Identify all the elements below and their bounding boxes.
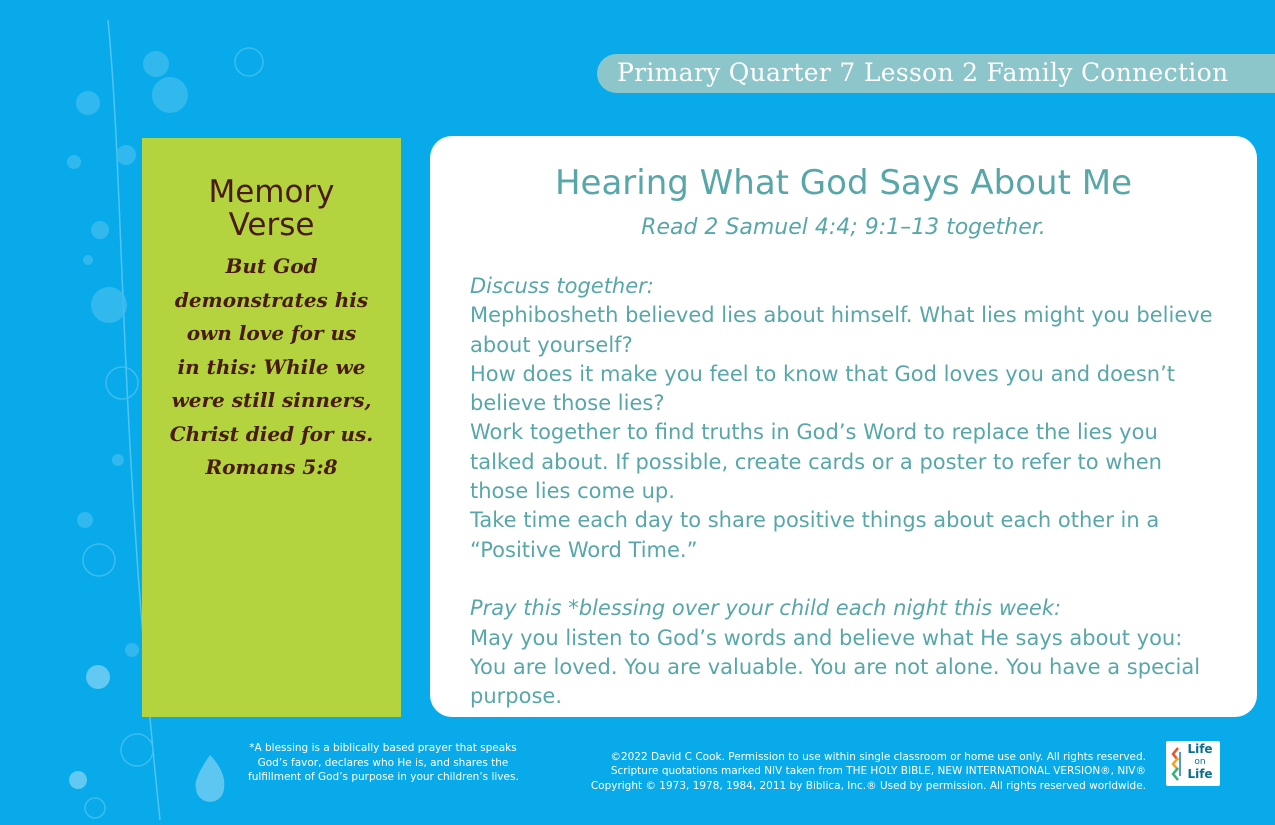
discuss-line: Mephibosheth believed lies about himself. What lies might you believe — [470, 303, 1213, 328]
footnote-line: *A blessing is a biblically based prayer that speaks — [249, 742, 517, 754]
footnote-line: fulfillment of God’s purpose in your children’s lives. — [248, 771, 519, 783]
lesson-body — [470, 272, 1230, 711]
discuss-line: about yourself? — [470, 332, 633, 357]
lesson-title: Hearing What God Says About Me — [554, 163, 1132, 203]
copyright-line: Copyright © 1973, 1978, 1984, 2011 by Biblica, Inc.® Used by permission. All rights reserved worldwide. — [590, 779, 1146, 792]
logo-word: Life — [1187, 767, 1213, 781]
discuss-line: Take time each day to share positive things about each other in a — [470, 508, 1160, 533]
logo-word: Life — [1187, 742, 1213, 756]
discuss-line: believe those lies? — [470, 391, 665, 416]
pray-line: May you listen to God’s words and believe what He says about you: — [470, 625, 1183, 650]
discuss-line: How does it make you feel to know that God loves you and doesn’t — [470, 361, 1176, 386]
verse-line: But God — [225, 254, 318, 278]
pray-line: purpose. — [470, 684, 562, 709]
logo-mark-icon — [1170, 746, 1182, 782]
memory-verse-panel — [142, 138, 401, 717]
discuss-line: those lies come up. — [470, 479, 675, 504]
blessing-footnote — [248, 741, 518, 785]
lesson-subtitle: Read 2 Samuel 4:4; 9:1–13 together. — [641, 215, 1046, 240]
verse-line: demonstrates his — [174, 287, 369, 312]
logo-text — [1182, 743, 1218, 781]
discuss-line: Work together to find truths in God’s Word to replace the lies you — [470, 420, 1158, 445]
copyright-notice — [560, 750, 1146, 793]
discuss-heading: Discuss together: — [470, 274, 654, 298]
paragraph-gap — [470, 565, 1230, 594]
discuss-line: “Positive Word Time.” — [470, 537, 698, 562]
logo-word: on — [1194, 757, 1206, 767]
pray-line: You are loved. You are valuable. You are not alone. You have a special — [470, 654, 1201, 679]
verse-reference: Romans 5:8 — [205, 455, 338, 479]
verse-line: own love for us — [186, 321, 357, 345]
pray-heading: Pray this *blessing over your child each night this week: — [470, 596, 1062, 621]
memory-title-line: Verse — [228, 207, 315, 243]
life-on-life-logo — [1166, 741, 1220, 786]
memory-verse-text — [152, 250, 392, 485]
copyright-line: Scripture quotations marked NIV taken from THE HOLY BIBLE, NEW INTERNATIONAL VERSION®, NIV® — [610, 765, 1146, 778]
footnote-line: God’s favor, declares who He is, and shares the — [257, 756, 509, 769]
verse-line: in this: While we — [177, 354, 366, 379]
verse-line: Christ died for us. — [169, 421, 374, 446]
memory-verse-title — [142, 176, 401, 242]
verse-line: were still sinners, — [171, 388, 372, 412]
page-title: Primary Quarter 7 Lesson 2 Family Connection — [617, 58, 1229, 87]
copyright-line: ©2022 David C Cook. Permission to use within single classroom or home use only. All rights reserved. — [610, 751, 1146, 763]
memory-title-line: Memory — [208, 174, 335, 210]
discuss-line: talked about. If possible, create cards or a poster to refer to when — [470, 449, 1162, 474]
